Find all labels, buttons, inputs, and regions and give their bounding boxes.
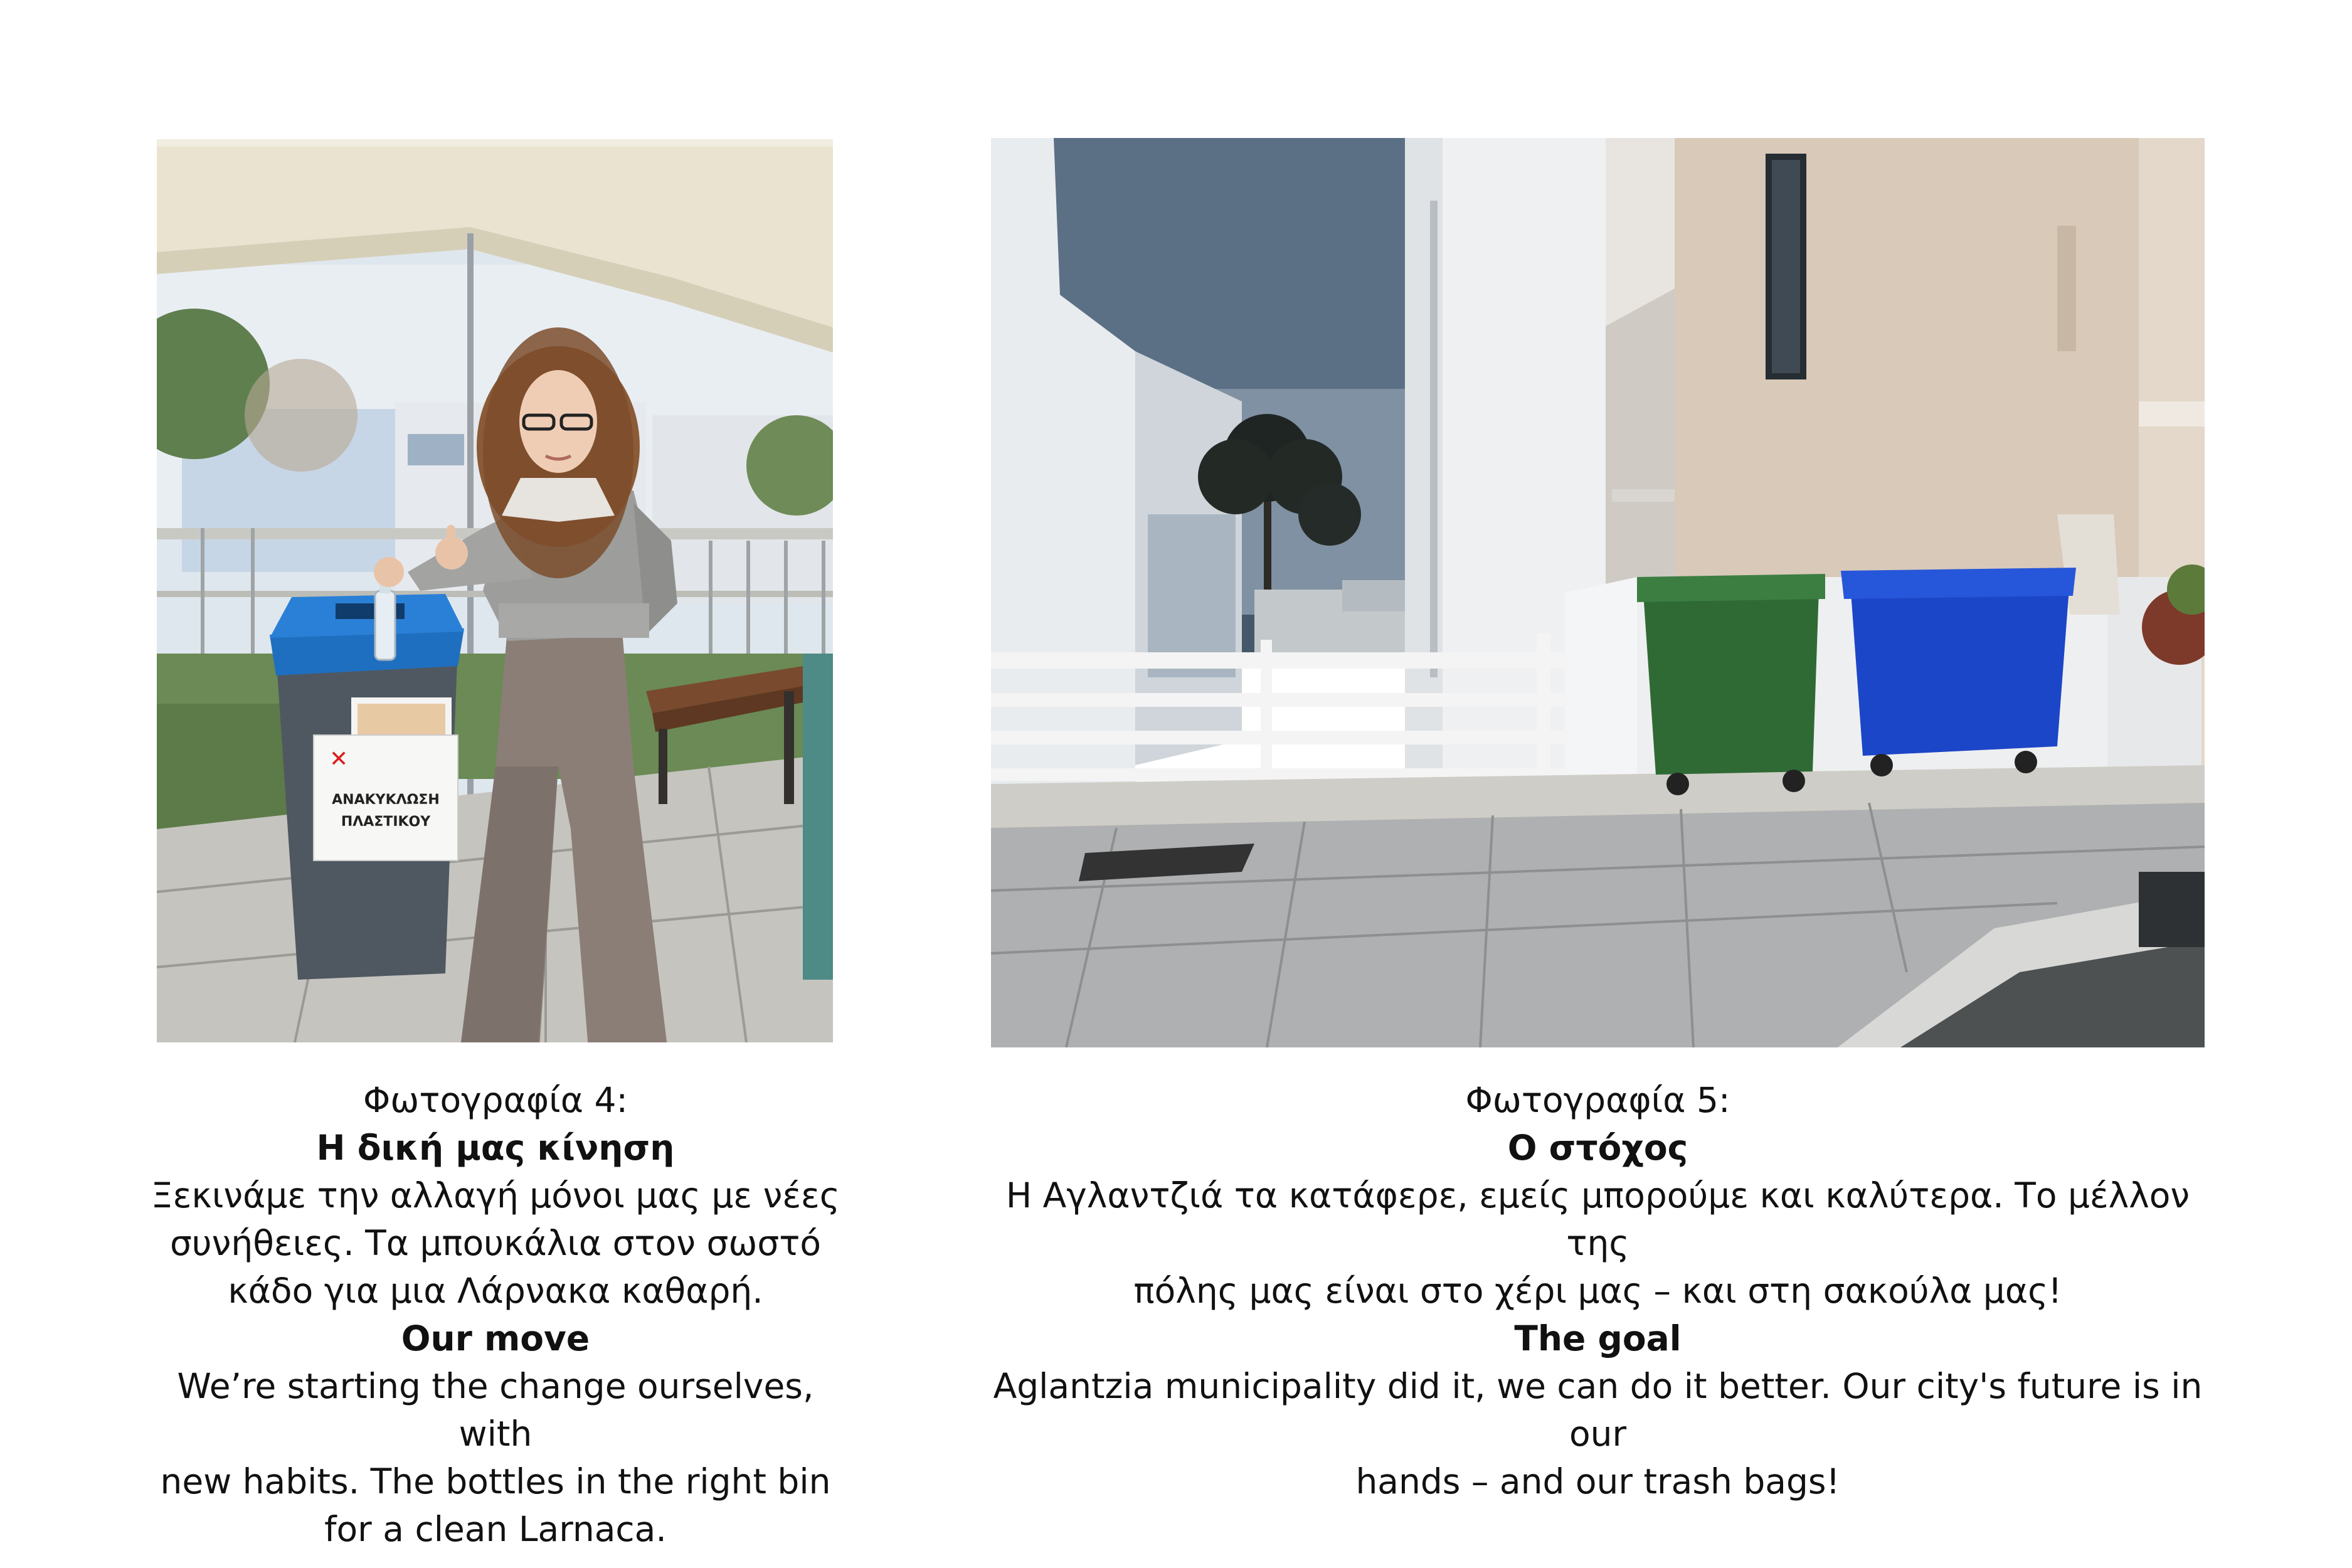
caption-text-english-line: for a clean Larnaca. xyxy=(324,1509,667,1549)
photo-street-bins xyxy=(991,138,2205,1047)
bin-sign-line-1: ΑΝΑΚΥΚΛΩΣΗ xyxy=(332,792,440,808)
photo-student-recycling-image xyxy=(157,139,833,1042)
caption-photo-5 xyxy=(988,1076,2208,1505)
caption-text-english-line: hands – and our trash bags! xyxy=(1355,1461,1840,1502)
caption-text-greek-line: Ξεκινάμε την αλλαγή μόνοι μας με νέες xyxy=(151,1175,840,1216)
caption-text-english-line: new habits. The bottles in the right bin xyxy=(160,1461,831,1502)
caption-text-greek-line: πόλης μας είναι στο χέρι μας – και στη σακούλα μας! xyxy=(1133,1271,2062,1311)
caption-text-english-line: We’re starting the change ourselves, with xyxy=(177,1366,814,1454)
bin-sign-line-2: ΠΛΑΣΤΙΚΟΥ xyxy=(341,814,431,830)
caption-photo-4 xyxy=(151,1076,840,1553)
caption-label: Φωτογραφία 4: xyxy=(363,1080,628,1120)
photo-student-recycling xyxy=(157,139,833,1042)
caption-text-greek-line: Η Αγλαντζιά τα κατάφερε, εμείς μπορούμε και καλύτερα. Το μέλλον της xyxy=(1005,1175,2190,1263)
svg-text:✕: ✕ xyxy=(329,746,349,772)
caption-text-english-line: Aglantzia municipality did it, we can do it better. Our city's future is in our xyxy=(993,1366,2203,1454)
caption-title-english: The goal xyxy=(1514,1318,1682,1359)
caption-text-greek-line: συνήθειες. Τα μπουκάλια στον σωστό xyxy=(169,1223,822,1263)
caption-title-english: Our move xyxy=(401,1318,590,1359)
caption-label: Φωτογραφία 5: xyxy=(1465,1080,1730,1120)
caption-title-greek: Η δική μας κίνηση xyxy=(316,1128,675,1168)
photo-street-bins-image xyxy=(991,138,2205,1047)
caption-text-greek-line: κάδο για μια Λάρνακα καθαρή. xyxy=(228,1271,763,1311)
caption-title-greek: Ο στόχος xyxy=(1507,1128,1688,1168)
